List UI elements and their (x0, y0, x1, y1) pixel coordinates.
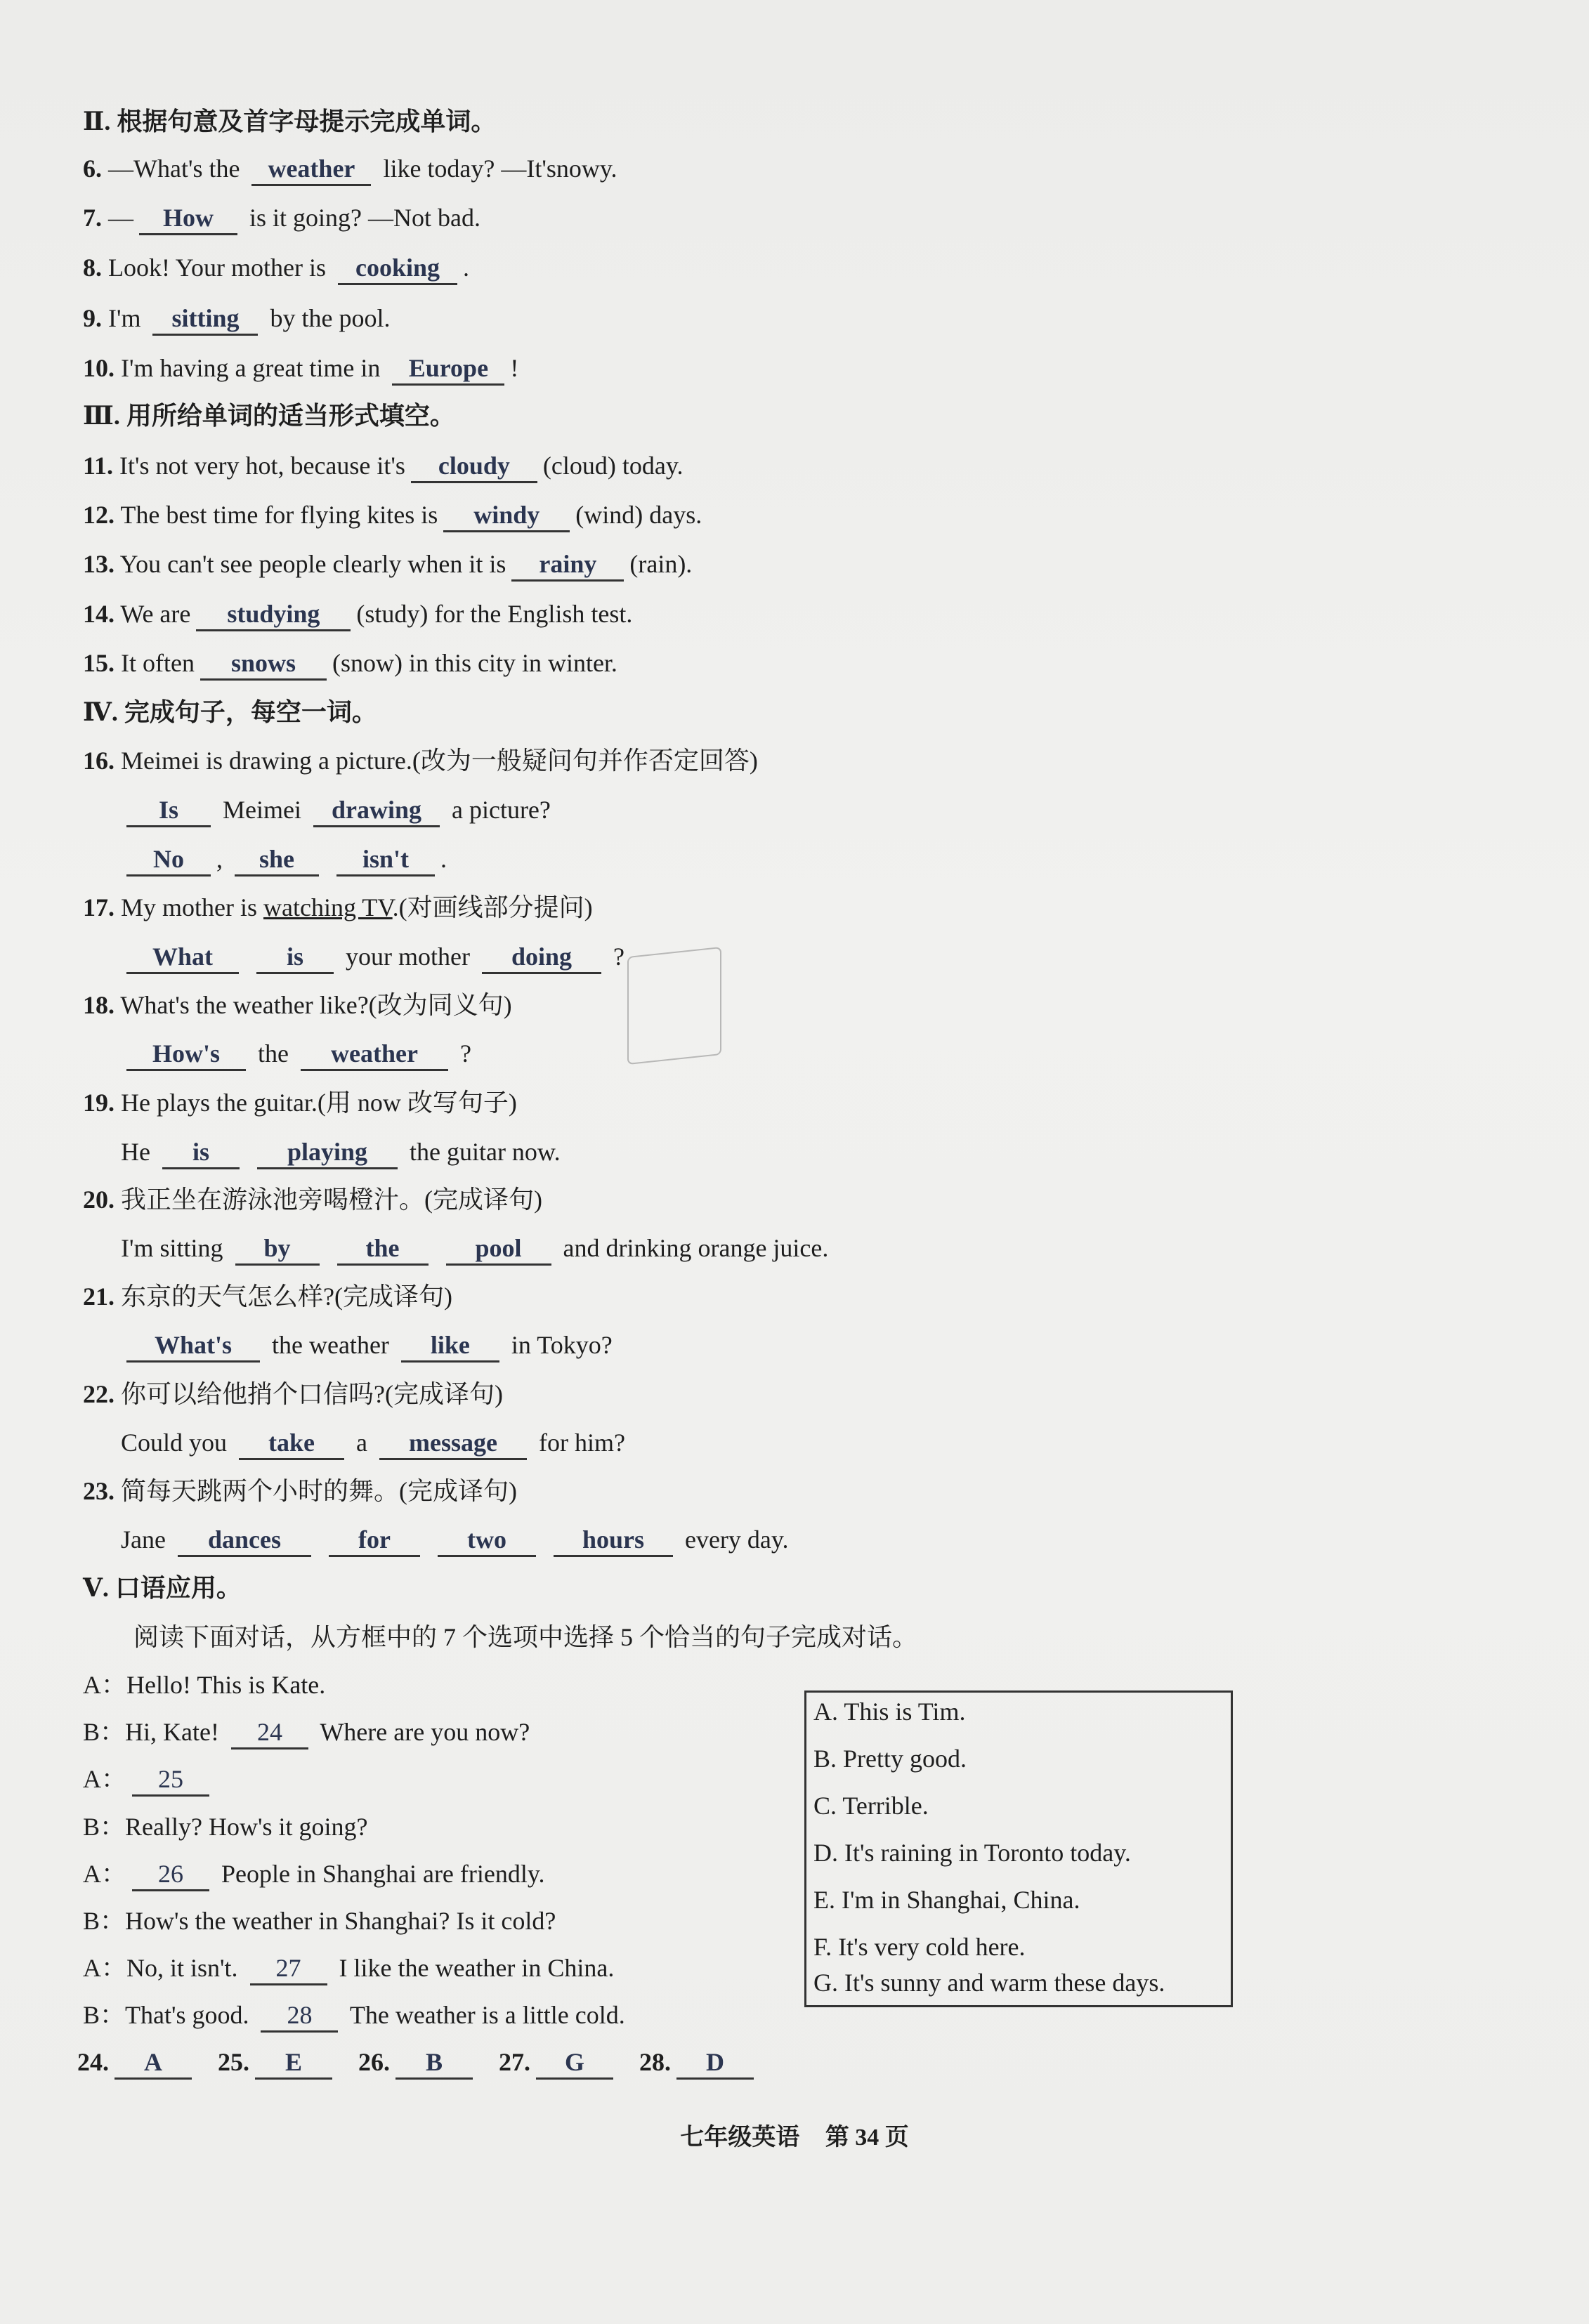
question-text: The best time for flying kites is (120, 501, 438, 529)
answer-blank: A (115, 2047, 192, 2080)
underlined-phrase: watching TV (263, 893, 393, 921)
dialogue-text: A： (83, 1860, 126, 1888)
question-text: is it going? —Not bad. (243, 204, 480, 232)
answer-blank: dances (178, 1524, 311, 1557)
answer-blank: What (126, 941, 239, 974)
question-text: (wind) days. (575, 501, 702, 529)
option-e: E. I'm in Shanghai, China. (813, 1886, 1080, 1914)
page-footer (0, 2118, 1589, 2152)
dialogue-line (83, 1761, 215, 1797)
question-number: 13. (83, 550, 115, 578)
question-7 (83, 200, 480, 235)
dialogue-line (83, 1950, 614, 1985)
dialogue-text: The weather is a little cold. (349, 2001, 625, 2029)
option-d: D. It's raining in Toronto today. (813, 1839, 1131, 1867)
dialogue-blank: 26 (132, 1858, 209, 1891)
question-23-answer (121, 1522, 789, 1557)
answer-blank: cooking (338, 252, 457, 285)
dialogue-line: B：Really? How's it going? (83, 1813, 368, 1841)
question-8 (83, 250, 469, 285)
answer-text: the guitar now. (409, 1138, 561, 1166)
answer-blank: Is (126, 794, 211, 827)
question-18-answer (121, 1036, 471, 1071)
question-text: You can't see people clearly when it is (119, 550, 506, 578)
answer-blank: take (239, 1427, 344, 1460)
question-text: 你可以给他捎个口信吗?(完成译句) (121, 1380, 503, 1408)
question-text: We are (120, 600, 191, 628)
question-text: 我正坐在游泳池旁喝橙汁。(完成译句) (121, 1186, 542, 1214)
question-16-answer-1 (121, 792, 551, 827)
dialogue-line (83, 1856, 545, 1891)
question-number: 11. (83, 452, 114, 480)
question-14 (83, 596, 632, 631)
option-a: A. This is Tim. (813, 1698, 966, 1726)
answer-text: . (440, 845, 447, 873)
question-text: by the pool. (263, 304, 391, 332)
question-number: 14. (83, 600, 115, 628)
question-19-answer (121, 1134, 561, 1169)
answer-text: in Tokyo? (511, 1331, 613, 1359)
answer-blank: E (255, 2047, 332, 2080)
answer-blank: windy (443, 499, 570, 532)
question-number: 18. (83, 991, 115, 1019)
answer-number: 24. (77, 2048, 109, 2076)
answer-blank: doing (482, 941, 601, 974)
answer-row (77, 2044, 759, 2080)
answer-text: a (356, 1429, 367, 1457)
dialogue-text: B：That's good. (83, 2001, 249, 2029)
answer-text: for him? (539, 1429, 625, 1457)
question-21-answer (121, 1327, 613, 1363)
question-number: 15. (83, 649, 115, 677)
answer-blank: playing (257, 1136, 398, 1169)
question-text: (study) for the English test. (356, 600, 633, 628)
question-17-answer (121, 939, 625, 974)
question-12 (83, 497, 702, 532)
question-13 (83, 546, 692, 582)
section-4-heading: Ⅳ. 完成句子，每空一词。 (83, 698, 377, 726)
question-number: 20. (83, 1186, 115, 1214)
question-23-prompt (83, 1473, 517, 1509)
answer-text: ? (459, 1039, 471, 1068)
question-number: 17. (83, 893, 115, 921)
question-11 (83, 448, 684, 483)
dialogue-blank: 28 (261, 2000, 338, 2033)
question-text: Look! Your mother is (108, 254, 333, 282)
answer-text: , (216, 845, 223, 873)
answer-blank: cloudy (411, 450, 537, 483)
question-text: I'm (108, 304, 148, 332)
answer-blank: D (676, 2047, 754, 2080)
section-3-heading: Ⅲ. 用所给单词的适当形式填空。 (83, 402, 455, 430)
answer-text: I'm sitting (121, 1234, 223, 1262)
dialogue-text: A： (83, 1765, 126, 1793)
answer-text: a picture? (451, 796, 551, 824)
question-number: 12. (83, 501, 115, 529)
answer-blank: is (162, 1136, 240, 1169)
dialogue-line: A：Hello! This is Kate. (83, 1671, 326, 1699)
answer-text: and drinking orange juice. (563, 1234, 829, 1262)
section-5-instruction: 阅读下面对话，从方框中的 7 个选项中选择 5 个恰当的句子完成对话。 (133, 1623, 918, 1651)
question-10 (83, 350, 518, 386)
dialogue-text: I like the weather in China. (339, 1954, 615, 1982)
answer-blank: pool (446, 1233, 551, 1266)
answer-blank: Europe (392, 353, 504, 386)
question-text: —What's the (108, 155, 247, 183)
question-text: . (463, 254, 470, 282)
question-text: .(对画线部分提问) (392, 893, 593, 921)
answer-blank: sitting (152, 303, 258, 336)
answer-blank: by (235, 1233, 320, 1266)
question-9 (83, 301, 390, 336)
answer-number: 26. (358, 2048, 390, 2076)
answer-blank: two (438, 1524, 536, 1557)
option-f: F. It's very cold here. (813, 1933, 1026, 1961)
question-text: It's not very hot, because it's (119, 452, 405, 480)
answer-blank: hours (554, 1524, 673, 1557)
section-2-heading: Ⅱ. 根据句意及首字母提示完成单词。 (83, 107, 497, 136)
answer-blank: she (235, 843, 319, 877)
question-text: (cloud) today. (542, 452, 684, 480)
dialogue-blank: 24 (231, 1716, 308, 1749)
question-text: (snow) in this city in winter. (332, 649, 617, 677)
answer-text: your mother (346, 943, 470, 971)
answer-blank: message (379, 1427, 527, 1460)
answer-blank: like (401, 1330, 499, 1363)
question-21-prompt (83, 1279, 452, 1314)
dialogue-text: B：Hi, Kate! (83, 1718, 219, 1746)
answer-number: 28. (639, 2048, 671, 2076)
answer-blank: isn't (336, 843, 435, 877)
question-text: (rain). (629, 550, 693, 578)
question-number: 9. (83, 304, 102, 332)
question-text: 简每天跳两个小时的舞。(完成译句) (121, 1477, 517, 1505)
answer-text: every day. (684, 1525, 789, 1554)
question-17-prompt (83, 890, 593, 925)
answer-blank: drawing (313, 794, 440, 827)
dialogue-line (83, 1714, 530, 1749)
answer-blank: G (536, 2047, 613, 2080)
dialogue-line (83, 1997, 625, 2033)
answer-number: 27. (499, 2048, 530, 2076)
answer-blank: for (329, 1524, 420, 1557)
answer-blank: weather (251, 153, 371, 186)
dialogue-text: People in Shanghai are friendly. (221, 1860, 545, 1888)
question-text: He plays the guitar.(用 now 改写句子) (121, 1089, 517, 1117)
option-c: C. Terrible. (813, 1792, 929, 1820)
answer-blank: How (139, 202, 237, 235)
answer-blank: rainy (511, 549, 624, 582)
answer-blank: is (256, 941, 334, 974)
dialogue-blank: 25 (132, 1764, 209, 1797)
question-text: It often (121, 649, 195, 677)
question-text: Meimei is drawing a picture.(改为一般疑问句并作否定回答) (121, 747, 758, 775)
answer-blank: B (395, 2047, 473, 2080)
question-15 (83, 645, 617, 681)
question-number: 10. (83, 354, 115, 382)
dialogue-line: B：How's the weather in Shanghai? Is it cold? (83, 1907, 556, 1935)
answer-text: Meimei (223, 796, 301, 824)
question-text: — (108, 204, 133, 232)
question-number: 21. (83, 1282, 115, 1311)
question-18-prompt (83, 987, 512, 1023)
option-b: B. Pretty good. (813, 1745, 967, 1773)
question-text: like today? —It'snowy. (377, 155, 617, 183)
question-number: 16. (83, 747, 115, 775)
answer-blank: weather (301, 1038, 448, 1071)
question-number: 7. (83, 204, 102, 232)
options-box (804, 1691, 1233, 2007)
question-number: 19. (83, 1089, 115, 1117)
answer-blank: snows (200, 648, 327, 681)
answer-text: the (258, 1039, 289, 1068)
answer-blank: How's (126, 1038, 246, 1071)
question-number: 22. (83, 1380, 115, 1408)
question-6 (83, 151, 617, 186)
question-19-prompt (83, 1085, 517, 1120)
watermark-stamp (627, 947, 721, 1065)
answer-blank: What's (126, 1330, 260, 1363)
answer-blank: the (337, 1233, 429, 1266)
dialogue-text: A：No, it isn't. (83, 1954, 238, 1982)
question-number: 6. (83, 155, 102, 183)
answer-text: Could you (121, 1429, 228, 1457)
question-text: ! (510, 354, 519, 382)
question-text: 东京的天气怎么样?(完成译句) (121, 1282, 452, 1311)
question-text: I'm having a great time in (121, 354, 387, 382)
dialogue-text: Where are you now? (320, 1718, 530, 1746)
answer-blank: No (126, 843, 211, 877)
option-g: G. It's sunny and warm these days. (813, 1969, 1165, 1997)
question-22-prompt (83, 1377, 503, 1412)
answer-text: Jane (121, 1525, 166, 1554)
dialogue-blank: 27 (250, 1952, 327, 1985)
answer-number: 25. (218, 2048, 249, 2076)
footer-grade: 七年级英语 (680, 2125, 800, 2151)
question-20-answer (121, 1230, 828, 1266)
question-number: 23. (83, 1477, 115, 1505)
question-text: What's the weather like?(改为同义句) (120, 991, 512, 1019)
answer-blank: studying (196, 598, 351, 631)
question-16-prompt (83, 743, 758, 778)
question-text: My mother is (121, 893, 263, 921)
answer-text: He (121, 1138, 150, 1166)
section-5-heading: Ⅴ. 口语应用。 (83, 1574, 242, 1602)
question-16-answer-2 (121, 841, 447, 877)
answer-text: ? (613, 943, 625, 971)
question-20-prompt (83, 1182, 542, 1217)
question-number: 8. (83, 254, 102, 282)
footer-page-number: 第 34 页 (825, 2125, 909, 2151)
answer-text: the weather (272, 1331, 389, 1359)
question-22-answer (121, 1425, 625, 1460)
